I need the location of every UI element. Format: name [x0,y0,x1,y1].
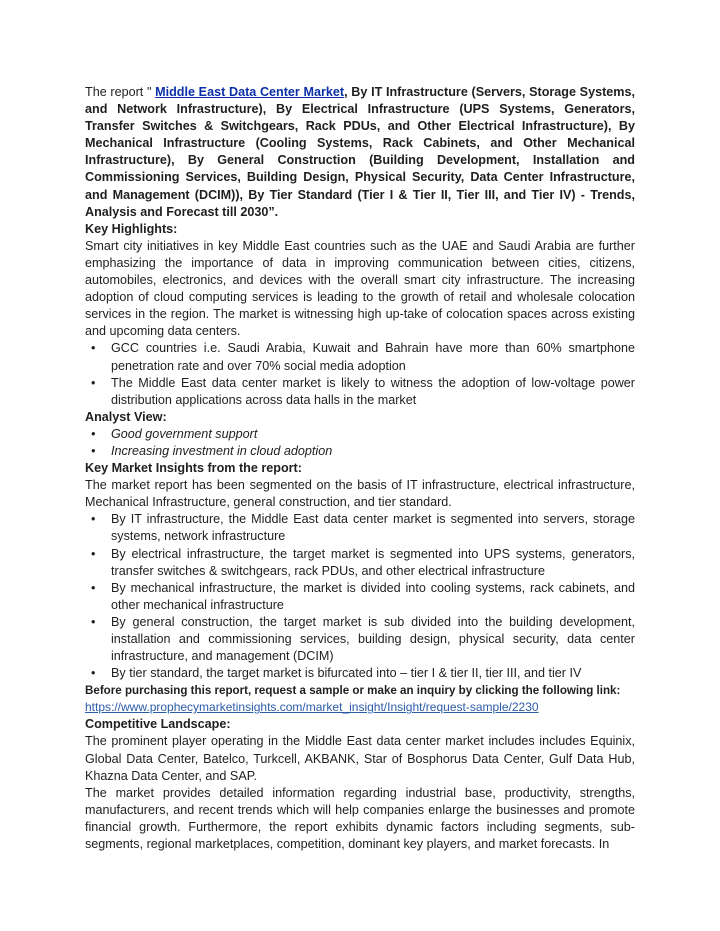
intro-paragraph [85,84,635,221]
analyst-view-heading: Analyst View: [85,409,167,424]
key-highlights-heading: Key Highlights: [85,221,178,236]
key-insights-paragraph: The market report has been segmented on the basis of IT infrastructure, electrical infrastructure, Mechanical Infrastructure, general construction, and tier standard. [85,478,635,510]
document-page [85,84,635,853]
report-title-link[interactable]: Middle East Data Center Market [155,85,345,99]
key-insights-heading: Key Market Insights from the report: [85,461,302,476]
key-insights-list [85,511,635,682]
cta-text: Before purchasing this report, request a sample or make an inquiry by clicking the following link: [85,684,621,698]
list-item: • Good government support [85,426,635,443]
competitive-paragraph-1: The prominent player operating in the Middle East data center market includes includes Equinix, Global Data Center, Batelco, Turkcell, AKBANK, Star of Bosphorus Data Center, Gulf Data Hub, Khazna Data Center, and SAP. [85,734,635,783]
list-item: • Increasing investment in cloud adoption [85,443,635,460]
list-item: • By electrical infrastructure, the target market is segmented into UPS systems, generators, transfer switches & switchgears, rack PDUs, and other electrical infrastructure [85,546,635,580]
list-item: • GCC countries i.e. Saudi Arabia, Kuwait and Bahrain have more than 60% smartphone penetration rate and over 70% social media adoption [85,340,635,374]
intro-prefix: The report " [85,85,156,99]
competitive-paragraph-2: The market provides detailed information regarding industrial base, productivity, strengths, manufacturers, and recent trends which will help companies enlarge the businesses and promote financial growth. Furthermore, the report exhibits dynamic factors including segments, sub-segments, regional marketplaces, competition, dominant key players, and market forecasts. In [85,785,635,852]
key-highlights-paragraph: Smart city initiatives in key Middle East countries such as the UAE and Saudi Arabia are further emphasizing the importance of data in improving communication between cities, citizens, automobiles, electronics, and devices with the overall smart city infrastructure. The increasing adoption of cloud computing services is leading to the growth of retail and wholesale colocation services in the region. The market is witnessing high up-take of colocation spaces across existing and upcoming data centers. [85,238,635,339]
intro-rest: , By IT Infrastructure (Servers, Storage Systems, and Network Infrastructure), By Electrical Infrastructure (UPS Systems, Generators, Transfer Switches & Switchgears, Rack PDUs, and Other Electrical Infrastructure), By Mechanical Infrastructure (Cooling Systems, Rack Cabinets, and Other Mechanical Infrastructure), By General Construction (Building Development, Installation and Commissioning Services, Building Design, Physical Security, Data Center Infrastructure, and Management (DCIM)), By Tier Standard (Tier I & Tier II, Tier III, and Tier IV) - Trends, Analysis and Forecast till 2030”. [85,85,635,219]
key-highlights-list [85,340,635,408]
analyst-view-list [85,426,635,460]
competitive-landscape-heading: Competitive Landscape: [85,717,231,732]
request-sample-link[interactable]: https://www.prophecymarketinsights.com/market_insight/Insight/request-sample/2230 [85,700,539,715]
list-item: • By IT infrastructure, the Middle East data center market is segmented into servers, storage systems, network infrastructure [85,511,635,545]
list-item: • By general construction, the target market is sub divided into the building development, installation and commissioning services, building design, physical security, data center infrastructure, and management (DCIM) [85,614,635,665]
list-item: • By mechanical infrastructure, the market is divided into cooling systems, rack cabinets, and other mechanical infrastructure [85,580,635,614]
list-item: • The Middle East data center market is likely to witness the adoption of low-voltage power distribution applications across data halls in the market [85,375,635,409]
list-item: • By tier standard, the target market is bifurcated into – tier I & tier II, tier III, and tier IV [85,665,635,682]
